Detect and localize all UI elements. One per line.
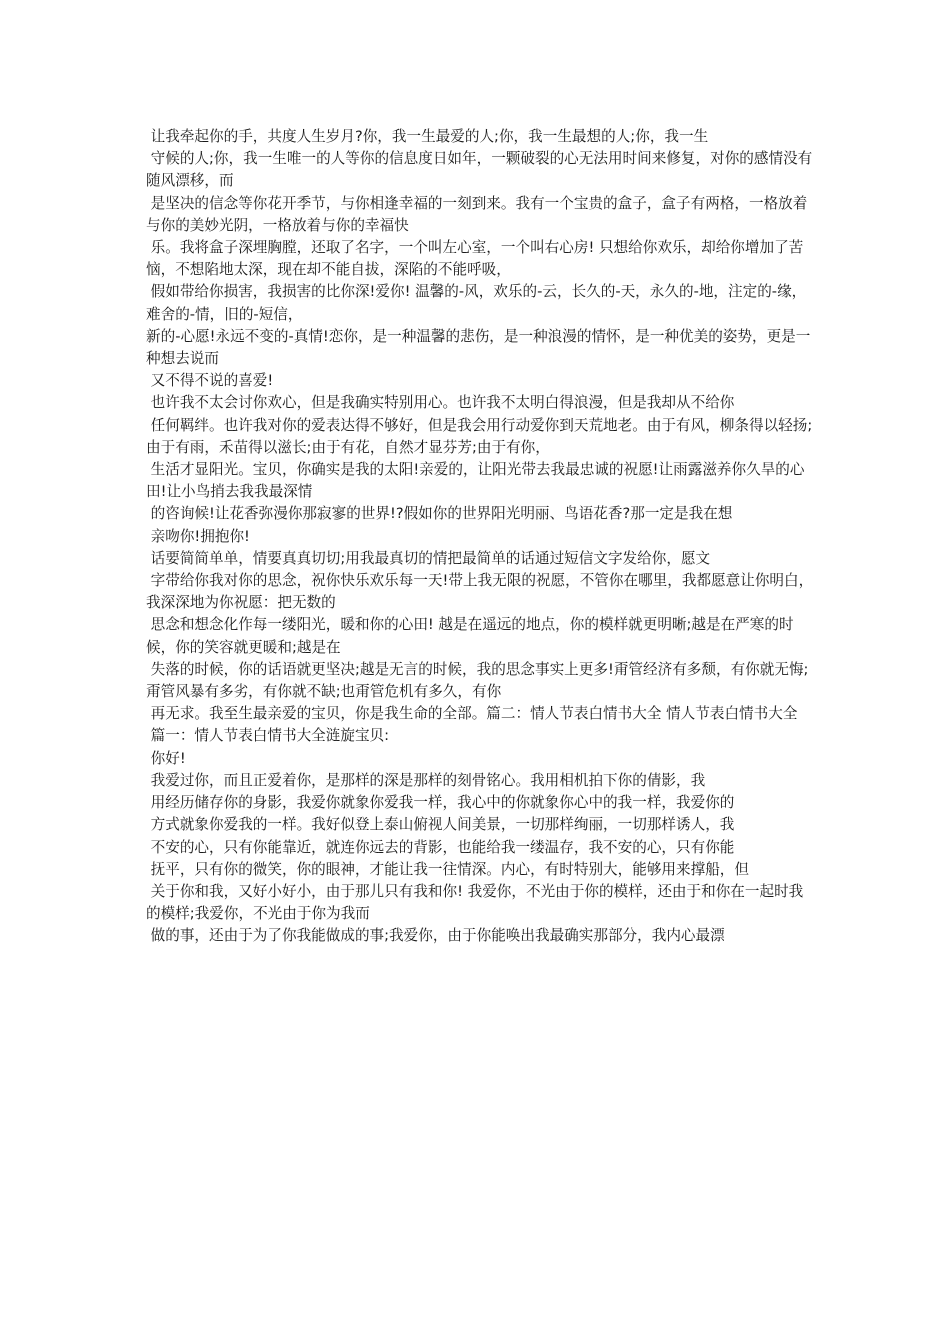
paragraph: 思念和想念化作每一缕阳光，暖和你的心田! 越是在遥远的地点，你的模样就更明晰;越是在严寒的时候，你的笑容就更暖和;越是在 bbox=[146, 616, 794, 656]
paragraph: 假如带给你损害，我损害的比你深!爱你! 温馨的-风，欢乐的-云，长久的-天，永久的-地，注定的-缘，难舍的-情，旧的-短信， bbox=[146, 283, 807, 323]
paragraph: 篇一：情人节表白情书大全涟旋宝贝: bbox=[146, 727, 390, 745]
paragraph: 也许我不太会讨你欢心，但是我确实特别用心。也许我不太明白得浪漫，但是我却从不给你 bbox=[146, 394, 735, 412]
paragraph: 用经历储存你的身影，我爱你就象你爱我一样，我心中的你就象你心中的我一样，我爱你的 bbox=[146, 794, 735, 812]
paragraph: 我爱过你，而且正爱着你，是那样的深是那样的刻骨铭心。我用相机拍下你的倩影，我 bbox=[146, 771, 706, 789]
paragraph: 任何羁绊。也许我对你的爱表达得不够好，但是我会用行动爱你到天荒地老。由于有风，柳条得以轻扬;由于有雨，禾苗得以滋长;由于有花，自然才显芬芳;由于有你， bbox=[146, 416, 813, 456]
document-body bbox=[146, 126, 814, 948]
paragraph: 你好! bbox=[146, 749, 186, 767]
paragraph: 乐。我将盒子深埋胸膛，还取了名字，一个叫左心室，一个叫右心房! 只想给你欢乐，却给你增加了苦恼，不想陷地太深，现在却不能自拔，深陷的不能呼吸， bbox=[146, 239, 804, 279]
paragraph: 新的-心愿!永远不变的-真情!恋你，是一种温馨的悲伤，是一种浪漫的情怀，是一种优美的姿势，更是一种想去说而 bbox=[146, 327, 811, 368]
paragraph: 亲吻你!拥抱你! bbox=[146, 527, 250, 545]
paragraph: 失落的时候，你的话语就更坚决;越是无言的时候，我的思念事实上更多!甭管经济有多颓，有你就无悔;甭管风暴有多劣，有你就不缺;也甭管危机有多久，有你 bbox=[146, 660, 809, 701]
paragraph: 做的事，还由于为了你我能做成的事;我爱你，由于你能唤出我最确实那部分，我内心最漂 bbox=[146, 927, 725, 945]
paragraph: 不安的心，只有你能靠近，就连你远去的背影，也能给我一缕温存，我不安的心，只有你能 bbox=[146, 838, 735, 856]
paragraph: 字带给你我对你的思念，祝你快乐欢乐每一天!带上我无限的祝愿，不管你在哪里，我都愿意让你明白，我深深地为你祝愿：把无数的 bbox=[146, 572, 814, 612]
paragraph: 的咨询候!让花香弥漫你那寂寥的世界!?假如你的世界阳光明丽、鸟语花香?那一定是我在想 bbox=[146, 505, 733, 523]
paragraph: 守候的人;你，我一生唯一的人等你的信息度日如年，一颗破裂的心无法用时间来修复，对你的感情没有随风漂移，而 bbox=[146, 150, 813, 190]
paragraph: 再无求。我至生最亲爱的宝贝，你是我生命的全部。篇二：情人节表白情书大全 情人节表白情书大全 bbox=[146, 705, 798, 723]
paragraph: 关于你和我，又好小好小，由于那儿只有我和你! 我爱你，不光由于你的模样，还由于和你在一起时我的模样;我爱你，不光由于你为我而 bbox=[146, 882, 804, 923]
paragraph: 让我牵起你的手，共度人生岁月?你，我一生最爱的人;你，我一生最想的人;你，我一生 bbox=[146, 128, 709, 145]
paragraph: 生活才显阳光。宝贝，你确实是我的太阳!亲爱的，让阳光带去我最忠诚的祝愿!让雨露滋养你久旱的心田!让小鸟捎去我我最深情 bbox=[146, 461, 805, 501]
paragraph: 抚平，只有你的微笑，你的眼神，才能让我一往情深。内心，有时特别大，能够用来撑船，但 bbox=[146, 860, 749, 878]
paragraph: 话要简简单单，情要真真切切;用我最真切的情把最简单的话通过短信文字发给你，愿文 bbox=[146, 549, 711, 567]
paragraph: 是坚决的信念等你花开季节，与你相逢幸福的一刻到来。我有一个宝贵的盒子，盒子有两格，一格放着与你的美妙光阴，一格放着与你的幸福快 bbox=[146, 194, 808, 234]
paragraph: 方式就象你爱我的一样。我好似登上泰山俯视人间美景，一切那样绚丽，一切那样诱人，我 bbox=[146, 816, 735, 834]
paragraph: 又不得不说的喜爱! bbox=[146, 372, 274, 390]
